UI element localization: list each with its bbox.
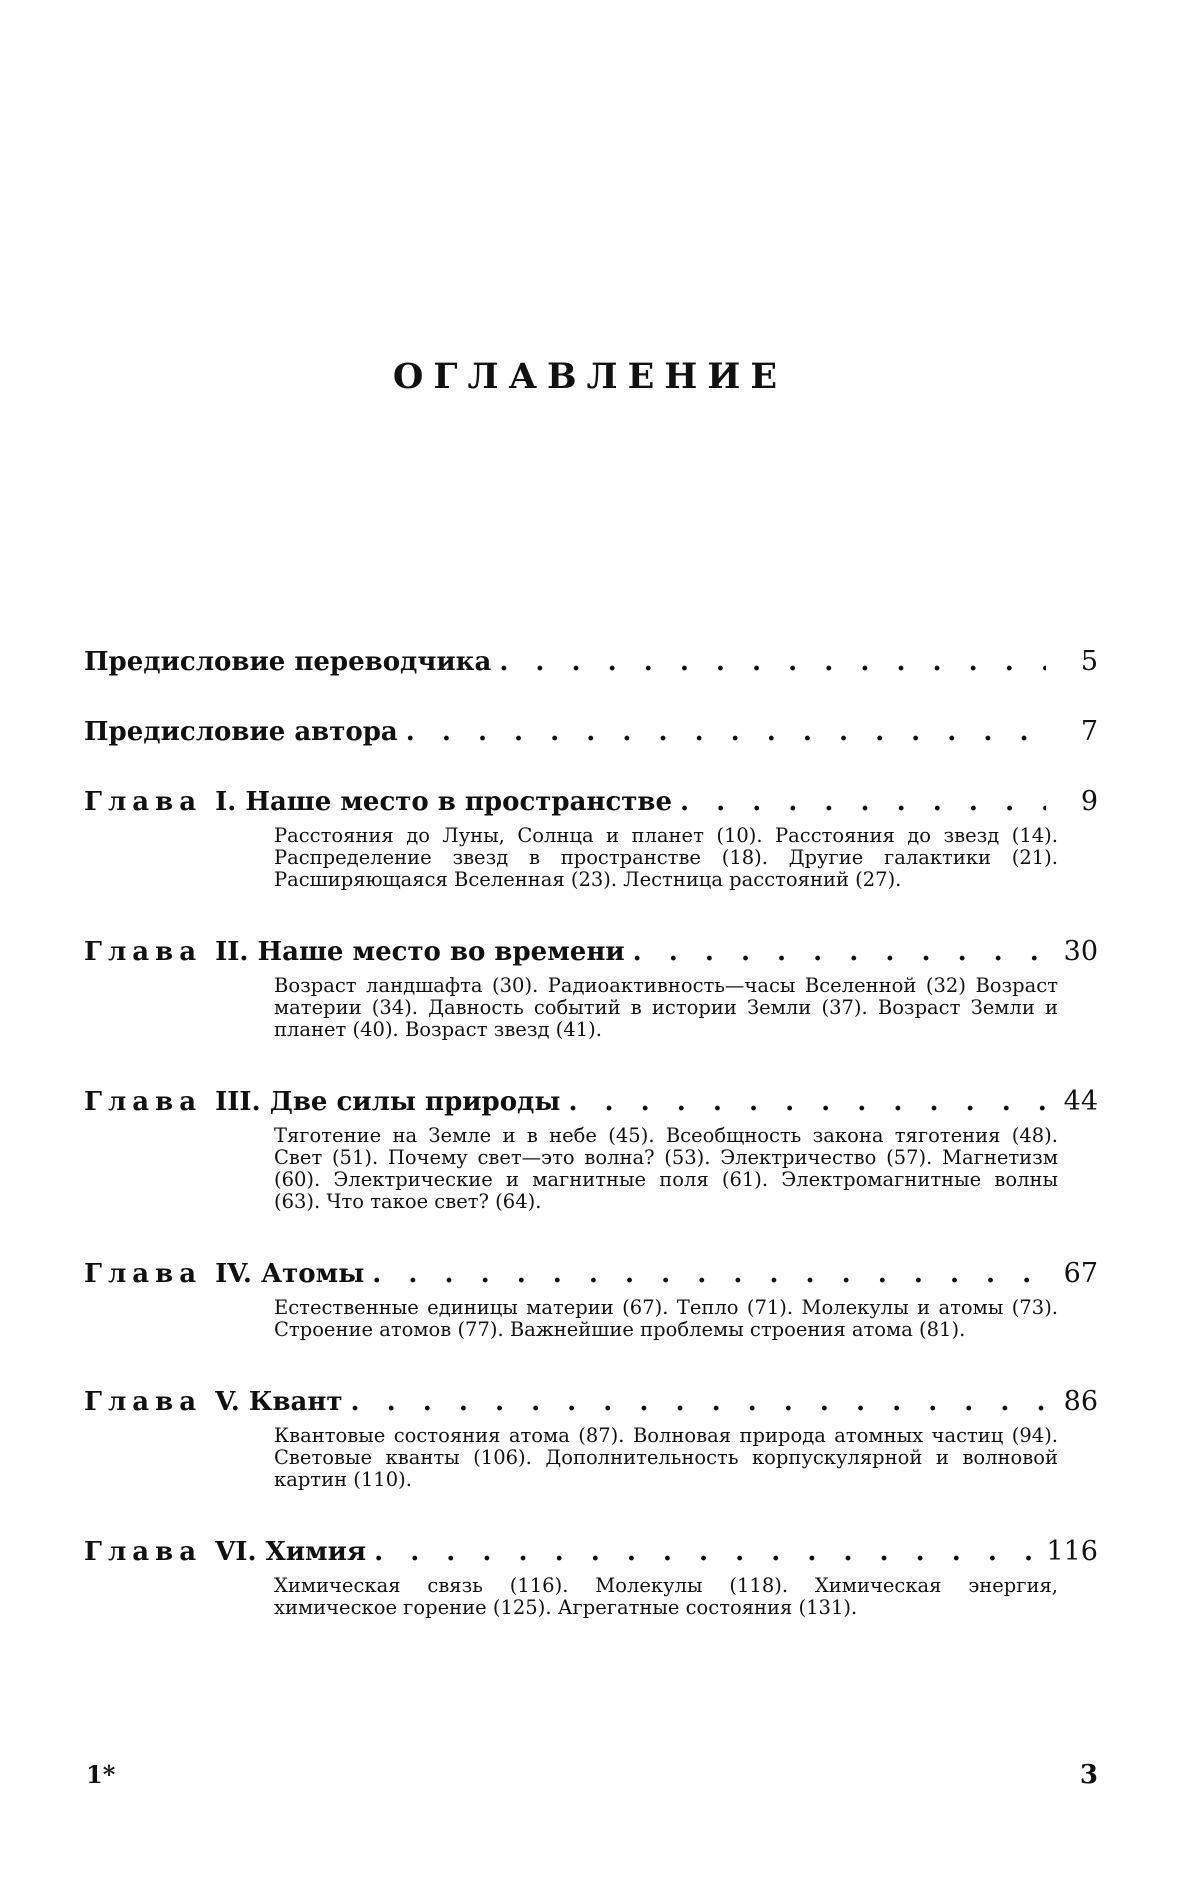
toc-entry-title: IV. Атомы [215, 1259, 365, 1289]
toc-entry [84, 1385, 1098, 1491]
toc-entry-heading [84, 1085, 1098, 1119]
toc-page-number: 5 [1080, 646, 1098, 677]
toc-entry-heading [84, 1535, 1098, 1569]
toc-entry-heading [84, 1257, 1098, 1291]
toc-entry-heading [84, 1385, 1098, 1419]
toc-entry-title: I. Наше место в пространстве [215, 787, 673, 817]
toc-entry [84, 645, 1098, 679]
toc-entry-heading [84, 645, 1098, 679]
toc-entry-label [84, 935, 625, 969]
toc-entry-label [84, 785, 672, 819]
toc-page-number: 86 [1063, 1386, 1098, 1417]
toc-entry-heading [84, 935, 1098, 969]
chapter-prefix: Глава [84, 1537, 203, 1567]
toc-entry-title: Предисловие переводчика [84, 647, 492, 677]
toc-page-number: 67 [1063, 1258, 1098, 1289]
page-title: ОГЛАВЛЕНИЕ [392, 356, 788, 397]
dot-leader [351, 1385, 1046, 1419]
toc-entry [84, 715, 1098, 749]
dot-leader [633, 935, 1046, 969]
toc-entry [84, 935, 1098, 1041]
toc-page-number: 7 [1080, 716, 1098, 747]
toc-entry-label [84, 715, 398, 749]
toc-entry-sections: Естественные единицы материи (67). Тепло (71). Молекулы и атомы (73). Строение атомов (77). Важнейшие проблемы строения атома (81). [274, 1296, 1058, 1341]
toc-page-number: 30 [1063, 936, 1098, 967]
toc-page-number: 116 [1046, 1536, 1098, 1567]
dot-leader [499, 645, 1046, 679]
toc-entry-sections: Квантовые состояния атома (87). Волновая природа атомных частиц (94). Световые кванты (106). Дополнительность корпускулярной и волновой картин (110). [274, 1424, 1058, 1491]
toc-entry [84, 1085, 1098, 1213]
toc-entry [84, 785, 1098, 891]
toc-entry-label [84, 1535, 366, 1569]
chapter-prefix: Глава [84, 937, 203, 967]
dot-leader [372, 1257, 1046, 1291]
toc-entry-title: Предисловие автора [84, 717, 398, 747]
chapter-prefix: Глава [84, 1087, 203, 1117]
toc-entry-label [84, 1085, 560, 1119]
page-number: 3 [1079, 1760, 1098, 1790]
table-of-contents [84, 605, 1098, 1619]
chapter-prefix: Глава [84, 787, 203, 817]
toc-entry-heading [84, 785, 1098, 819]
toc-entry [84, 1257, 1098, 1341]
toc-entry-sections: Тяготение на Земле и в небе (45). Всеобщность закона тяготения (48). Свет (51). Почему свет—это волна? (53). Электричество (57). Магнетизм (60). Электрические и магнитные поля (61). Электромагнитные волны (63). Что такое свет? (64). [274, 1124, 1058, 1213]
toc-entry [84, 1535, 1098, 1619]
toc-page-number: 44 [1063, 1086, 1098, 1117]
toc-entry-title: VI. Химия [215, 1537, 367, 1567]
toc-entry-sections: Возраст ландшафта (30). Радиоактивность—часы Вселенной (32) Возраст материи (34). Давность событий в истории Земли (37). Возраст Земли и планет (40). Возраст звезд (41). [274, 974, 1058, 1041]
chapter-prefix: Глава [84, 1387, 203, 1417]
toc-entry-label [84, 645, 491, 679]
printer-signature-mark: 1* [86, 1760, 116, 1789]
dot-leader [568, 1085, 1046, 1119]
dot-leader [680, 785, 1046, 819]
toc-entry-heading [84, 715, 1098, 749]
toc-entry-title: V. Квант [215, 1387, 343, 1417]
chapter-prefix: Глава [84, 1259, 203, 1289]
dot-leader [406, 715, 1046, 749]
dot-leader [374, 1535, 1038, 1569]
toc-entry-label [84, 1385, 343, 1419]
toc-page-number: 9 [1080, 786, 1098, 817]
toc-entry-label [84, 1257, 364, 1291]
toc-entry-sections: Расстояния до Луны, Солнца и планет (10). Расстояния до звезд (14). Распределение звезд в пространстве (18). Другие галактики (21). Расширяющаяся Вселенная (23). Лестница расстояний (27). [274, 824, 1058, 891]
toc-entry-sections: Химическая связь (116). Молекулы (118). Химическая энергия, химическое горение (125). Агрегатные состояния (131). [274, 1574, 1058, 1619]
toc-entry-title: III. Две силы природы [215, 1087, 561, 1117]
toc-entry-title: II. Наше место во времени [215, 937, 625, 967]
